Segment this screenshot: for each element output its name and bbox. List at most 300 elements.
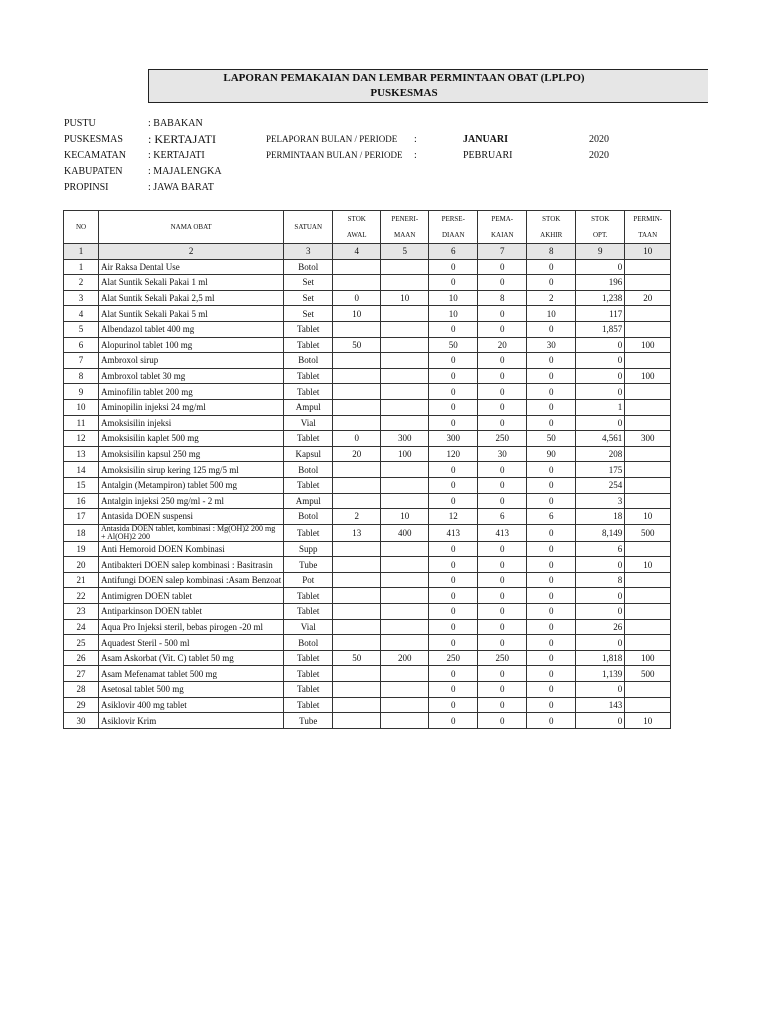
stok-opt-cell: 208: [576, 446, 625, 462]
pemakaian-cell: 0: [478, 666, 527, 682]
unit-cell: Botol: [284, 462, 333, 478]
stok-akhir-cell: 0: [527, 399, 576, 415]
persediaan-cell: 0: [429, 368, 478, 384]
pemakaian-cell: 0: [478, 477, 527, 493]
persediaan-cell: 0: [429, 604, 478, 620]
table-row: [64, 275, 671, 291]
stok-opt-cell: 0: [576, 415, 625, 431]
header-permintaan-line2: TAAN: [638, 231, 658, 239]
stok-opt-cell: 1,818: [576, 650, 625, 666]
unit-cell: Vial: [284, 415, 333, 431]
stok-awal-cell: [333, 399, 381, 415]
stok-akhir-cell: 0: [527, 557, 576, 573]
header-penerimaan-line1: PENERI-: [391, 215, 419, 223]
stok-awal-cell: [333, 635, 381, 651]
drug-name-cell: Asam Mefenamat tablet 500 mg: [99, 666, 284, 682]
stok-akhir-cell: 0: [527, 384, 576, 400]
unit-cell: Botol: [284, 635, 333, 651]
pemakaian-cell: 0: [478, 493, 527, 509]
report-subtitle: PUSKESMAS: [370, 87, 438, 99]
pemakaian-cell: 0: [478, 384, 527, 400]
penerimaan-cell: [381, 321, 429, 337]
permintaan-year: 2020: [589, 150, 609, 161]
stok-akhir-cell: 0: [527, 619, 576, 635]
stok-opt-cell: 18: [576, 509, 625, 525]
puskesmas-label: PUSKESMAS: [64, 134, 123, 145]
drug-name-cell: Asiklovir Krim: [99, 713, 284, 729]
pelaporan-month: JANUARI: [463, 134, 508, 145]
table-row: [64, 666, 671, 682]
penerimaan-cell: [381, 697, 429, 713]
header-stok-opt-line1: STOK: [591, 215, 610, 223]
persediaan-cell: 12: [429, 509, 478, 525]
persediaan-cell: 0: [429, 493, 478, 509]
stok-awal-cell: [333, 604, 381, 620]
persediaan-cell: 10: [429, 306, 478, 322]
row-number-cell: 16: [64, 493, 99, 509]
row-number-cell: 5: [64, 321, 99, 337]
stok-opt-cell: 0: [576, 337, 625, 353]
pemakaian-cell: 0: [478, 713, 527, 729]
row-number-cell: 29: [64, 697, 99, 713]
stok-awal-cell: [333, 713, 381, 729]
penerimaan-cell: [381, 368, 429, 384]
unit-cell: Set: [284, 306, 333, 322]
penerimaan-cell: [381, 306, 429, 322]
permintaan-cell: [625, 572, 671, 588]
header-penerimaan-line2: MAAN: [394, 231, 416, 239]
stok-awal-cell: [333, 557, 381, 573]
header-stok-akhir: [527, 211, 576, 244]
stok-opt-cell: 1,238: [576, 290, 625, 306]
unit-cell: Tablet: [284, 384, 333, 400]
unit-cell: Set: [284, 290, 333, 306]
row-number-cell: 4: [64, 306, 99, 322]
propinsi-label: PROPINSI: [64, 182, 109, 193]
persediaan-cell: 120: [429, 446, 478, 462]
persediaan-cell: 0: [429, 399, 478, 415]
stok-akhir-cell: 0: [527, 353, 576, 369]
table-row: [64, 619, 671, 635]
unit-cell: Tablet: [284, 588, 333, 604]
permintaan-cell: 10: [625, 713, 671, 729]
stok-opt-cell: 0: [576, 713, 625, 729]
stok-awal-cell: [333, 541, 381, 557]
table-row: [64, 259, 671, 275]
stok-opt-cell: 8: [576, 572, 625, 588]
penerimaan-cell: 300: [381, 431, 429, 447]
row-number-cell: 28: [64, 682, 99, 698]
column-number: 1: [64, 244, 99, 260]
permintaan-cell: [625, 493, 671, 509]
drug-name-cell: Amoksisilin sirup kering 125 mg/5 ml: [99, 462, 284, 478]
row-number-cell: 2: [64, 275, 99, 291]
penerimaan-cell: 100: [381, 446, 429, 462]
drug-name-cell: Asam Askorbat (Vit. C) tablet 50 mg: [99, 650, 284, 666]
table-row: [64, 431, 671, 447]
penerimaan-cell: [381, 462, 429, 478]
stok-awal-cell: 13: [333, 524, 381, 541]
permintaan-cell: [625, 399, 671, 415]
permintaan-cell: [625, 384, 671, 400]
pemakaian-cell: 0: [478, 368, 527, 384]
pemakaian-cell: 0: [478, 353, 527, 369]
column-number: 4: [333, 244, 381, 260]
stok-awal-cell: [333, 697, 381, 713]
table-body: [64, 259, 671, 728]
penerimaan-cell: 10: [381, 290, 429, 306]
drug-name-cell: Antalgin (Metampiron) tablet 500 mg: [99, 477, 284, 493]
stok-awal-cell: [333, 321, 381, 337]
table-row: [64, 524, 671, 541]
stok-opt-cell: 0: [576, 368, 625, 384]
unit-cell: Supp: [284, 541, 333, 557]
row-number-cell: 23: [64, 604, 99, 620]
table-row: [64, 604, 671, 620]
penerimaan-cell: [381, 572, 429, 588]
permintaan-cell: 500: [625, 524, 671, 541]
penerimaan-cell: [381, 635, 429, 651]
permintaan-cell: [625, 541, 671, 557]
pemakaian-cell: 0: [478, 399, 527, 415]
stok-opt-cell: 175: [576, 462, 625, 478]
unit-cell: Kapsul: [284, 446, 333, 462]
table-row: [64, 399, 671, 415]
drug-name-cell: Air Raksa Dental Use: [99, 259, 284, 275]
stok-opt-cell: 117: [576, 306, 625, 322]
unit-cell: Tablet: [284, 604, 333, 620]
persediaan-cell: 0: [429, 666, 478, 682]
column-number: 3: [284, 244, 333, 260]
persediaan-cell: 0: [429, 635, 478, 651]
header-stok-awal: [333, 211, 381, 244]
column-number: 5: [381, 244, 429, 260]
header-stok-opt: [576, 211, 625, 244]
header-stok-awal-line1: STOK: [347, 215, 366, 223]
stok-opt-cell: 143: [576, 697, 625, 713]
row-number-cell: 9: [64, 384, 99, 400]
pemakaian-cell: 0: [478, 619, 527, 635]
drug-name-cell: Aqua Pro Injeksi steril, bebas pirogen -20 ml: [99, 619, 284, 635]
penerimaan-cell: [381, 619, 429, 635]
stok-akhir-cell: 0: [527, 713, 576, 729]
persediaan-cell: 10: [429, 290, 478, 306]
drug-name-cell: Aquadest Steril - 500 ml: [99, 635, 284, 651]
stok-awal-cell: [333, 588, 381, 604]
permintaan-cell: [625, 321, 671, 337]
persediaan-cell: 0: [429, 415, 478, 431]
pemakaian-cell: 8: [478, 290, 527, 306]
persediaan-cell: 413: [429, 524, 478, 541]
stok-akhir-cell: 0: [527, 650, 576, 666]
unit-cell: Tablet: [284, 368, 333, 384]
permintaan-cell: [625, 477, 671, 493]
unit-cell: Tablet: [284, 697, 333, 713]
row-number-cell: 7: [64, 353, 99, 369]
row-number-cell: 26: [64, 650, 99, 666]
permintaan-cell: 100: [625, 337, 671, 353]
stok-opt-cell: 1,139: [576, 666, 625, 682]
pemakaian-cell: 413: [478, 524, 527, 541]
table-row: [64, 446, 671, 462]
column-number: 8: [527, 244, 576, 260]
pemakaian-cell: 0: [478, 541, 527, 557]
header-permintaan: [625, 211, 671, 244]
table-row: [64, 493, 671, 509]
unit-cell: Botol: [284, 259, 333, 275]
row-number-cell: 20: [64, 557, 99, 573]
unit-cell: Vial: [284, 619, 333, 635]
drug-name-cell: Ambroxol tablet 30 mg: [99, 368, 284, 384]
pemakaian-cell: 0: [478, 604, 527, 620]
stok-awal-cell: [333, 353, 381, 369]
stok-awal-cell: 2: [333, 509, 381, 525]
pemakaian-cell: 0: [478, 697, 527, 713]
persediaan-cell: 0: [429, 541, 478, 557]
header-pemakaian: [478, 211, 527, 244]
stok-opt-cell: 6: [576, 541, 625, 557]
permintaan-cell: [625, 635, 671, 651]
header-permintaan-line1: PERMIN-: [633, 215, 663, 223]
header-persediaan-line2: DIAAN: [441, 231, 465, 239]
stok-akhir-cell: 0: [527, 682, 576, 698]
permintaan-cell: 100: [625, 368, 671, 384]
penerimaan-cell: [381, 415, 429, 431]
permintaan-cell: 300: [625, 431, 671, 447]
drug-name-cell: Asetosal tablet 500 mg: [99, 682, 284, 698]
stok-akhir-cell: 0: [527, 259, 576, 275]
persediaan-cell: 0: [429, 353, 478, 369]
drug-name-cell: Asiklovir 400 mg tablet: [99, 697, 284, 713]
pemakaian-cell: 6: [478, 509, 527, 525]
row-number-cell: 11: [64, 415, 99, 431]
stok-akhir-cell: 0: [527, 666, 576, 682]
drug-name-cell: Albendazol tablet 400 mg: [99, 321, 284, 337]
report-title: LAPORAN PEMAKAIAN DAN LEMBAR PERMINTAAN OBAT (LPLPO): [223, 72, 585, 84]
stok-opt-cell: 0: [576, 604, 625, 620]
stok-awal-cell: [333, 275, 381, 291]
drug-name-cell: Amoksisilin kapsul 250 mg: [99, 446, 284, 462]
header-persediaan: [429, 211, 478, 244]
permintaan-cell: 10: [625, 557, 671, 573]
penerimaan-cell: [381, 557, 429, 573]
stok-opt-cell: 8,149: [576, 524, 625, 541]
stok-opt-cell: 4,561: [576, 431, 625, 447]
table-row: [64, 509, 671, 525]
unit-cell: Tablet: [284, 524, 333, 541]
stok-akhir-cell: 0: [527, 588, 576, 604]
penerimaan-cell: [381, 477, 429, 493]
drug-name-cell: Ambroxol sirup: [99, 353, 284, 369]
row-number-cell: 3: [64, 290, 99, 306]
stok-awal-cell: [333, 666, 381, 682]
header-pemakaian-line2: KAIAN: [490, 231, 514, 239]
stok-awal-cell: [333, 415, 381, 431]
permintaan-cell: [625, 415, 671, 431]
stok-opt-cell: 1: [576, 399, 625, 415]
persediaan-cell: 0: [429, 321, 478, 337]
unit-cell: Botol: [284, 353, 333, 369]
header-stok-akhir-line1: STOK: [542, 215, 561, 223]
pemakaian-cell: 0: [478, 275, 527, 291]
persediaan-cell: 0: [429, 713, 478, 729]
drug-name-cell: Alat Suntik Sekali Pakai 5 ml: [99, 306, 284, 322]
unit-cell: Tube: [284, 713, 333, 729]
persediaan-cell: 0: [429, 572, 478, 588]
stok-akhir-cell: 0: [527, 524, 576, 541]
pemakaian-cell: 0: [478, 682, 527, 698]
drug-name-cell: Amoksisilin injeksi: [99, 415, 284, 431]
pemakaian-cell: 0: [478, 321, 527, 337]
drug-name-cell: Aminopilin injeksi 24 mg/ml: [99, 399, 284, 415]
permintaan-cell: 500: [625, 666, 671, 682]
stok-akhir-cell: 30: [527, 337, 576, 353]
unit-cell: Tube: [284, 557, 333, 573]
column-number-row: [64, 244, 671, 260]
stok-awal-cell: 0: [333, 431, 381, 447]
stok-opt-cell: 0: [576, 557, 625, 573]
table-row: [64, 384, 671, 400]
table-row: [64, 588, 671, 604]
permintaan-label: PERMINTAAN BULAN / PERIODE: [266, 150, 403, 160]
drug-name-cell: Aminofilin tablet 200 mg: [99, 384, 284, 400]
propinsi-value: : JAWA BARAT: [148, 182, 214, 193]
stok-opt-cell: 0: [576, 259, 625, 275]
stok-awal-cell: 0: [333, 290, 381, 306]
header-penerimaan: [381, 211, 429, 244]
row-number-cell: 27: [64, 666, 99, 682]
permintaan-cell: [625, 259, 671, 275]
persediaan-cell: 0: [429, 682, 478, 698]
stok-akhir-cell: 0: [527, 275, 576, 291]
pemakaian-cell: 30: [478, 446, 527, 462]
penerimaan-cell: [381, 399, 429, 415]
stok-akhir-cell: 0: [527, 462, 576, 478]
header-satuan: SATUAN: [284, 211, 333, 244]
persediaan-cell: 0: [429, 462, 478, 478]
penerimaan-cell: [381, 493, 429, 509]
row-number-cell: 13: [64, 446, 99, 462]
persediaan-cell: 50: [429, 337, 478, 353]
stok-awal-cell: [333, 493, 381, 509]
header-pemakaian-line1: PEMA-: [491, 215, 514, 223]
pelaporan-label: PELAPORAN BULAN / PERIODE: [266, 134, 398, 144]
table-row: [64, 713, 671, 729]
permintaan-cell: [625, 446, 671, 462]
unit-cell: Tablet: [284, 666, 333, 682]
penerimaan-cell: [381, 713, 429, 729]
stok-akhir-cell: 0: [527, 415, 576, 431]
drug-name-cell: Antifungi DOEN salep kombinasi :Asam Benzoat: [99, 572, 284, 588]
stok-akhir-cell: 0: [527, 321, 576, 337]
table-row: [64, 572, 671, 588]
table-header: [64, 211, 671, 260]
unit-cell: Tablet: [284, 682, 333, 698]
persediaan-cell: 0: [429, 259, 478, 275]
table-row: [64, 321, 671, 337]
persediaan-cell: 250: [429, 650, 478, 666]
unit-cell: Tablet: [284, 477, 333, 493]
column-number: 7: [478, 244, 527, 260]
stok-opt-cell: 26: [576, 619, 625, 635]
penerimaan-cell: [381, 682, 429, 698]
row-number-cell: 22: [64, 588, 99, 604]
stok-awal-cell: 50: [333, 650, 381, 666]
table-row: [64, 477, 671, 493]
pemakaian-cell: 0: [478, 306, 527, 322]
drug-name-cell: Antiparkinson DOEN tablet: [99, 604, 284, 620]
row-number-cell: 17: [64, 509, 99, 525]
table-row: [64, 368, 671, 384]
stok-awal-cell: [333, 384, 381, 400]
table-row: [64, 635, 671, 651]
column-number: 2: [99, 244, 284, 260]
permintaan-cell: [625, 619, 671, 635]
drug-name-cell: Anti Hemoroid DOEN Kombinasi: [99, 541, 284, 557]
row-number-cell: 6: [64, 337, 99, 353]
row-number-cell: 19: [64, 541, 99, 557]
row-number-cell: 25: [64, 635, 99, 651]
stok-akhir-cell: 50: [527, 431, 576, 447]
stok-awal-cell: 20: [333, 446, 381, 462]
row-number-cell: 15: [64, 477, 99, 493]
table-row: [64, 541, 671, 557]
penerimaan-cell: [381, 541, 429, 557]
permintaan-cell: [625, 682, 671, 698]
row-number-cell: 10: [64, 399, 99, 415]
penerimaan-cell: 200: [381, 650, 429, 666]
row-number-cell: 8: [64, 368, 99, 384]
persediaan-cell: 0: [429, 619, 478, 635]
pemakaian-cell: 0: [478, 635, 527, 651]
penerimaan-cell: [381, 353, 429, 369]
persediaan-cell: 0: [429, 384, 478, 400]
stok-akhir-cell: 0: [527, 604, 576, 620]
stok-akhir-cell: 0: [527, 368, 576, 384]
row-number-cell: 21: [64, 572, 99, 588]
unit-cell: Ampul: [284, 493, 333, 509]
row-number-cell: 30: [64, 713, 99, 729]
stok-opt-cell: 0: [576, 635, 625, 651]
table-row: [64, 462, 671, 478]
column-number: 9: [576, 244, 625, 260]
kecamatan-value: : KERTAJATI: [148, 150, 205, 161]
report-title-box: [148, 69, 708, 103]
permintaan-month: PEBRUARI: [463, 150, 513, 161]
penerimaan-cell: [381, 604, 429, 620]
column-number: 6: [429, 244, 478, 260]
drug-name-cell: Antasida DOEN suspensi: [99, 509, 284, 525]
penerimaan-cell: 10: [381, 509, 429, 525]
penerimaan-cell: [381, 259, 429, 275]
drug-name-cell: Amoksisilin kaplet 500 mg: [99, 431, 284, 447]
stok-opt-cell: 0: [576, 682, 625, 698]
stok-akhir-cell: 2: [527, 290, 576, 306]
persediaan-cell: 0: [429, 557, 478, 573]
table-row: [64, 682, 671, 698]
unit-cell: Tablet: [284, 321, 333, 337]
header-persediaan-line1: PERSE-: [441, 215, 465, 223]
persediaan-cell: 300: [429, 431, 478, 447]
stok-awal-cell: 10: [333, 306, 381, 322]
permintaan-colon: :: [414, 150, 417, 161]
pemakaian-cell: 250: [478, 431, 527, 447]
unit-cell: Tablet: [284, 431, 333, 447]
permintaan-cell: [625, 588, 671, 604]
penerimaan-cell: [381, 275, 429, 291]
puskesmas-value: : KERTAJATI: [148, 132, 216, 146]
permintaan-cell: [625, 306, 671, 322]
